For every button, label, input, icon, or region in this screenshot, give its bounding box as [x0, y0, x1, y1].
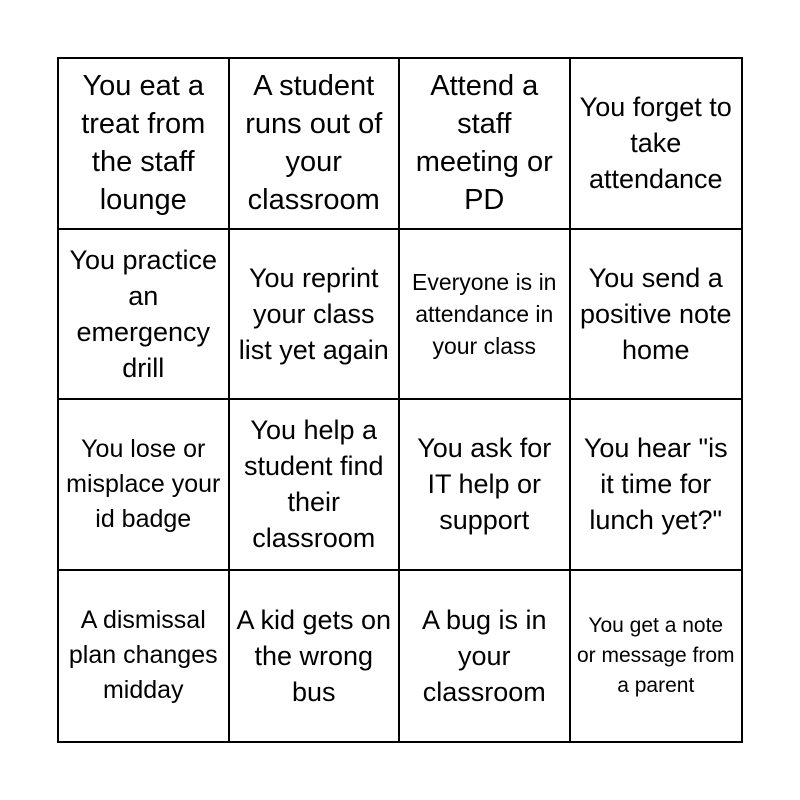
bingo-cell-2[interactable]	[230, 59, 401, 230]
bingo-cell-text: You practice an emergency drill	[69, 244, 218, 383]
bingo-cell-10[interactable]	[230, 400, 401, 571]
bingo-cell-5[interactable]	[59, 230, 230, 401]
bingo-cell-text: You hear "is it time for lunch yet?"	[583, 433, 728, 536]
bingo-cell-12[interactable]	[571, 400, 742, 571]
bingo-cell-1[interactable]	[59, 59, 230, 230]
bingo-cell-text: Attend a staff meeting or PD	[415, 70, 553, 217]
bingo-cell-text: You get a note or message from a parent	[576, 613, 735, 697]
bingo-board	[57, 57, 743, 743]
bingo-cell-14[interactable]	[230, 571, 401, 742]
bingo-cell-16[interactable]	[571, 571, 742, 742]
bingo-cell-9[interactable]	[59, 400, 230, 571]
bingo-cell-text: You lose or misplace your id badge	[66, 434, 221, 533]
bingo-cell-text: A kid gets on the wrong bus	[236, 604, 392, 707]
bingo-cell-text: You help a student find their classroom	[243, 415, 384, 554]
bingo-cell-3[interactable]	[400, 59, 571, 230]
bingo-cell-8[interactable]	[571, 230, 742, 401]
bingo-cell-text: You forget to take attendance	[579, 92, 732, 195]
bingo-cell-text: A student runs out of your classroom	[245, 70, 383, 217]
bingo-cell-15[interactable]	[400, 571, 571, 742]
bingo-cell-13[interactable]	[59, 571, 230, 742]
bingo-cell-text: You eat a treat from the staff lounge	[81, 70, 206, 217]
bingo-cell-text: You ask for IT help or support	[417, 433, 552, 536]
bingo-cell-7[interactable]	[400, 230, 571, 401]
bingo-cell-text: You send a positive note home	[579, 262, 732, 365]
bingo-cell-text: You reprint your class list yet again	[238, 262, 389, 365]
bingo-cell-text: Everyone is in attendance in your class	[412, 268, 557, 359]
bingo-cell-text: A bug is in your classroom	[421, 604, 547, 707]
bingo-cell-text: A dismissal plan changes midday	[68, 606, 218, 705]
bingo-cell-11[interactable]	[400, 400, 571, 571]
bingo-cell-6[interactable]	[230, 230, 401, 401]
bingo-cell-4[interactable]	[571, 59, 742, 230]
